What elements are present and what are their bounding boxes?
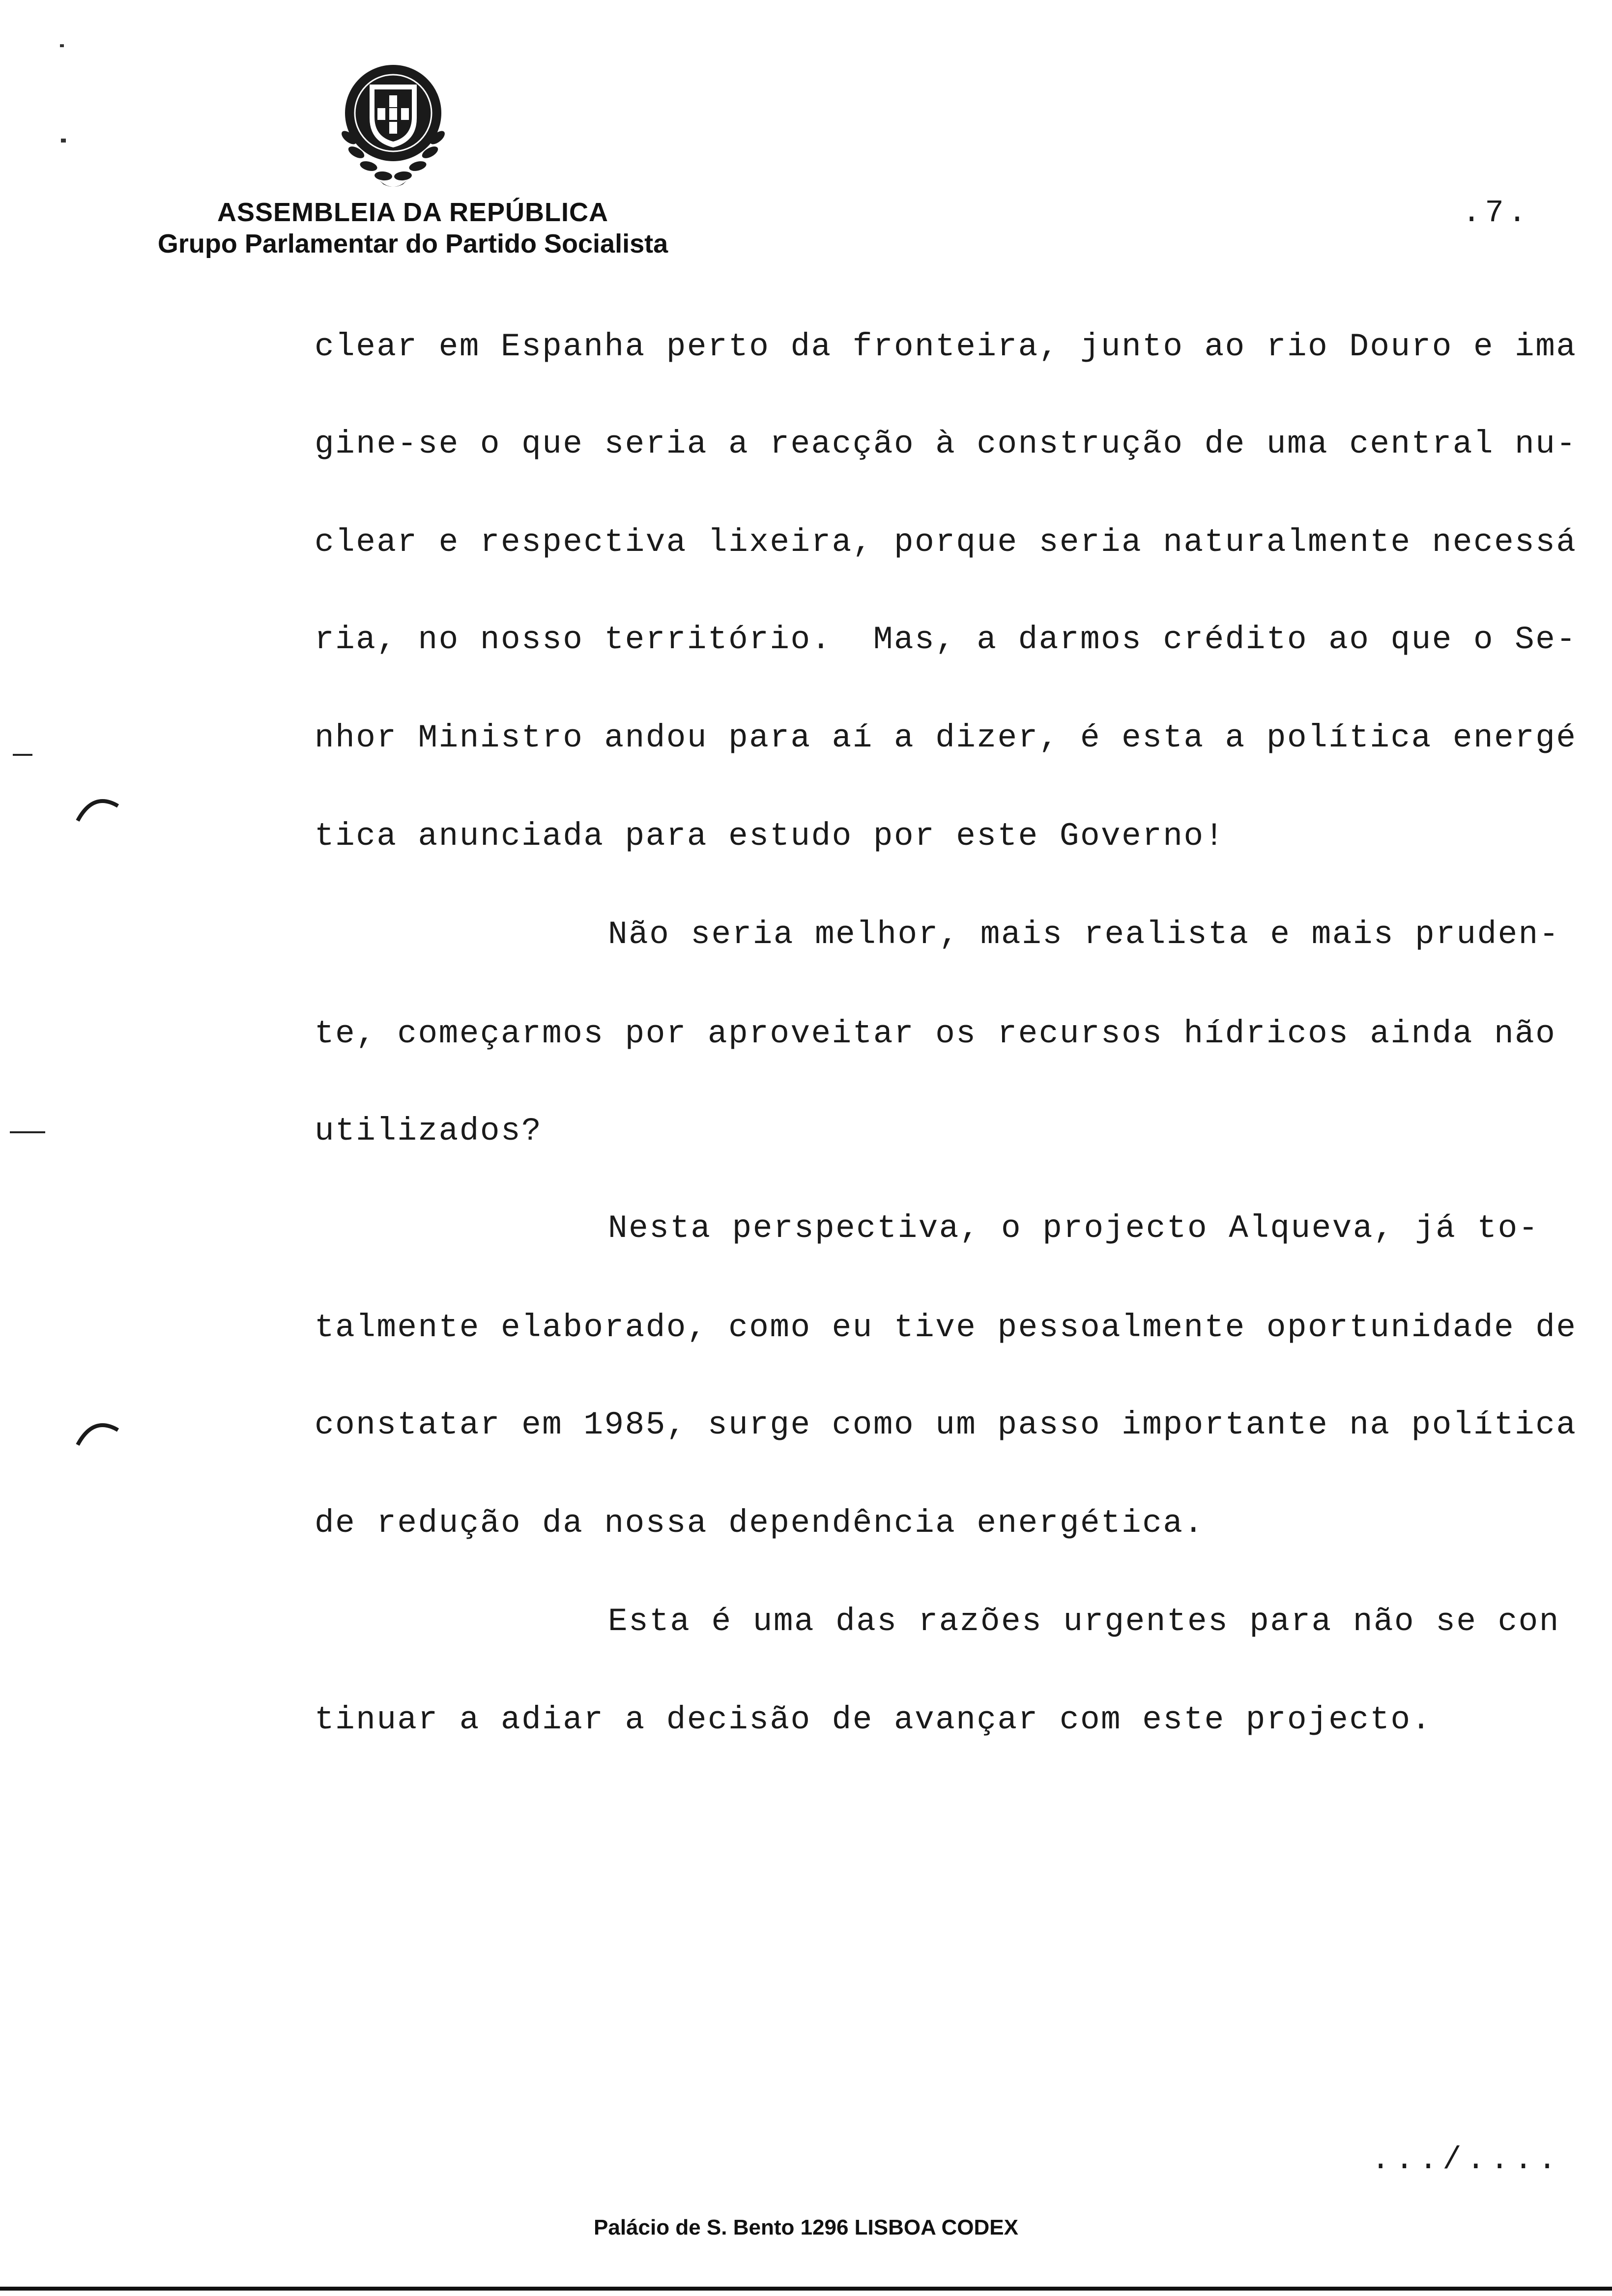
continuation-mark: .../.... [1371,2143,1562,2178]
institution-name: ASSEMBLEIA DA REPÚBLICA [217,198,609,227]
parliamentary-group: Grupo Parlamentar do Partido Socialista [157,229,668,258]
punch-hole-mark [74,1415,123,1450]
text-line: tica anunciada para estudo por este Governo! [315,818,1225,855]
text-line: gine-se o que seria a reacção à construção de uma central nu- [315,426,1577,462]
text-line: utilizados? [315,1113,543,1149]
page-number: .7. [1462,196,1531,231]
text-line: Nesta perspectiva, o projecto Alqueva, já to- [608,1210,1539,1247]
bottom-rule [0,2287,1612,2291]
scan-speck [61,139,66,143]
text-line: de redução da nossa dependência energética. [315,1505,1205,1542]
letterhead [118,197,708,259]
text-line: talmente elaborado, como eu tive pessoalmente oportunidade de [315,1309,1577,1346]
text-line: ria, no nosso território. Mas, a darmos crédito ao que o Se- [315,621,1577,658]
text-line: Esta é uma das razões urgentes para não se con [608,1603,1560,1640]
text-line: Não seria melhor, mais realista e mais pruden- [608,916,1560,953]
text-line: clear e respectiva lixeira, porque seria naturalmente necessá [315,524,1577,561]
text-line: tinuar a adiar a decisão de avançar com este projecto. [315,1701,1432,1738]
scan-speck [60,44,64,47]
text-line: clear em Espanha perto da fronteira, junto ao rio Douro e ima [315,328,1577,365]
margin-dash [10,1131,45,1133]
text-line: te, começarmos por aproveitar os recursos hídricos ainda não [315,1015,1556,1052]
margin-dash [13,754,32,756]
text-line: constatar em 1985, surge como um passo importante na política [315,1406,1577,1443]
punch-hole-mark [74,791,123,826]
text-line: nhor Ministro andou para aí a dizer, é esta a política energé [315,719,1577,756]
coat-of-arms-icon [329,54,457,197]
footer-address: Palácio de S. Bento 1296 LISBOA CODEX [594,2215,1018,2239]
